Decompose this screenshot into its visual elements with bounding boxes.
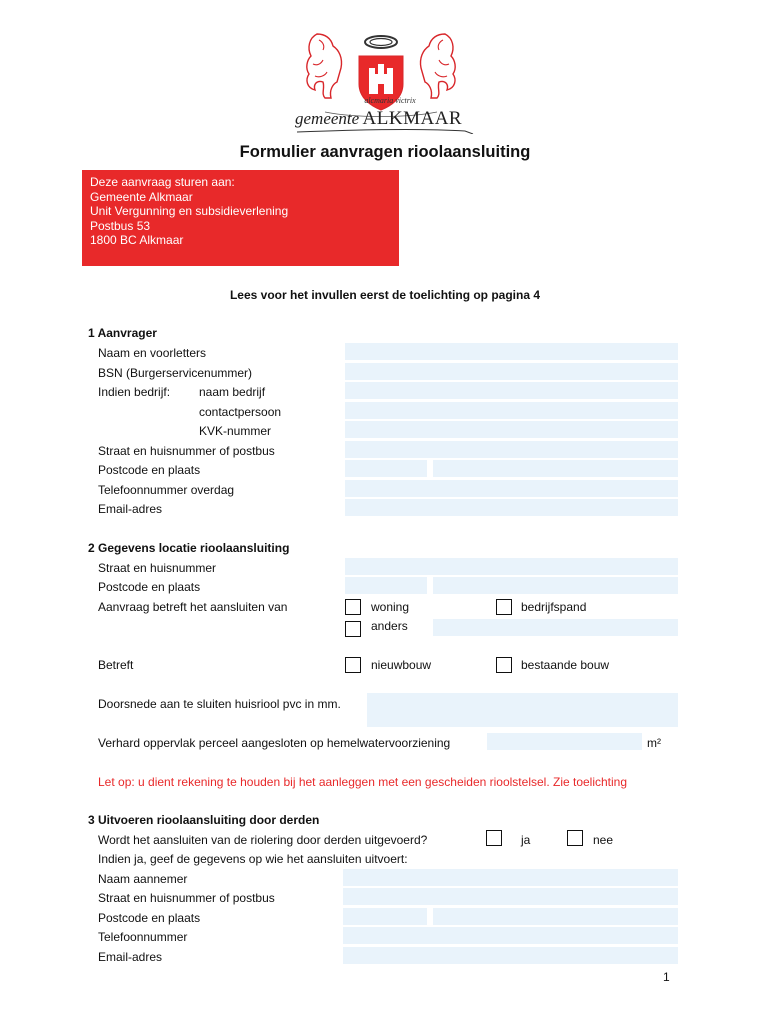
section-1-heading: 1 Aanvrager — [88, 326, 157, 340]
city-field[interactable] — [433, 460, 678, 477]
contractor-phone-label: Telefoonnummer — [98, 930, 188, 944]
contractor-street-field[interactable] — [343, 888, 678, 905]
email-label: Email-adres — [98, 502, 163, 516]
woning-label: woning — [371, 600, 410, 614]
page-title: Formulier aanvragen rioolaansluiting — [239, 143, 531, 161]
contractor-label: Naam aannemer — [98, 872, 188, 886]
name-field[interactable] — [345, 343, 678, 360]
location-street-field[interactable] — [345, 558, 678, 575]
diameter-label: Doorsnede aan te sluiten huisriool pvc in mm. — [98, 697, 341, 711]
nieuwbouw-checkbox[interactable] — [345, 657, 361, 673]
logo-prefix: gemeente — [295, 109, 360, 128]
logo-motto: alcmaria victrix — [364, 96, 416, 105]
section-3-heading: 3 Uitvoeren rioolaansluiting door derden — [88, 813, 320, 827]
address-line: Unit Vergunning en subsidieverlening — [90, 204, 289, 219]
sewer-note: Let op: u dient rekening te houden bij het aanleggen met een gescheiden rioolstelsel. Zie toelichting — [98, 775, 628, 789]
kvk-label: KVK-nummer — [199, 424, 272, 438]
nee-label: nee — [593, 833, 614, 847]
street-label: Straat en huisnummer of postbus — [98, 444, 275, 458]
contractor-email-field[interactable] — [343, 947, 678, 964]
address-line: Postbus 53 — [90, 218, 151, 233]
address-line: Deze aanvraag sturen aan: — [90, 175, 235, 189]
contractor-city-field[interactable] — [433, 908, 678, 925]
street-field[interactable] — [345, 441, 678, 458]
postcode-label: Postcode en plaats — [98, 463, 201, 477]
contractor-postcode-label: Postcode en plaats — [98, 911, 201, 925]
contractor-phone-field[interactable] — [343, 927, 678, 944]
bedrijfspand-label: bedrijfspand — [521, 600, 587, 614]
diameter-field[interactable] — [367, 693, 678, 727]
anders-field[interactable] — [433, 619, 678, 636]
bsn-field[interactable] — [345, 363, 678, 380]
email-field[interactable] — [345, 499, 678, 516]
contact-label: contactpersoon — [199, 405, 282, 419]
kvk-field[interactable] — [345, 421, 678, 438]
logo-name: ALKMAAR — [362, 108, 463, 129]
postcode-field[interactable] — [345, 460, 427, 477]
request-label: Aanvraag betreft het aansluiten van — [98, 600, 288, 614]
bestaande-bouw-checkbox[interactable] — [496, 657, 512, 673]
section-2-heading: 2 Gegevens locatie rioolaansluiting — [88, 541, 290, 555]
contractor-email-label: Email-adres — [98, 950, 163, 964]
anders-label: anders — [371, 619, 408, 633]
area-label: Verhard oppervlak perceel aangesloten op hemelwatervoorziening — [98, 736, 451, 750]
bestaande-bouw-label: bestaande bouw — [521, 658, 610, 672]
contractor-street-label: Straat en huisnummer of postbus — [98, 891, 275, 905]
area-unit: m² — [647, 736, 661, 750]
municipality-logo — [295, 28, 485, 134]
company-prefix-label: Indien bedrijf: — [98, 385, 171, 399]
bedrijfspand-checkbox[interactable] — [496, 599, 512, 615]
name-label: Naam en voorletters — [98, 346, 207, 360]
details-label: Indien ja, geef de gegevens op wie het aansluiten uitvoert: — [98, 852, 408, 866]
third-party-question: Wordt het aansluiten van de riolering door derden uitgevoerd? — [98, 833, 428, 847]
location-street-label: Straat en huisnummer — [98, 561, 217, 575]
phone-label: Telefoonnummer overdag — [98, 483, 235, 497]
bsn-label: BSN (Burgerservicenummer) — [98, 366, 253, 380]
nee-checkbox[interactable] — [567, 830, 583, 846]
ja-label: ja — [521, 833, 531, 847]
contractor-field[interactable] — [343, 869, 678, 886]
company-name-field[interactable] — [345, 382, 678, 399]
phone-field[interactable] — [345, 480, 678, 497]
company-name-label: naam bedrijf — [199, 385, 266, 399]
page-number: 1 — [663, 970, 670, 984]
ja-checkbox[interactable] — [486, 830, 502, 846]
nieuwbouw-label: nieuwbouw — [371, 658, 432, 672]
woning-checkbox[interactable] — [345, 599, 361, 615]
location-city-field[interactable] — [433, 577, 678, 594]
contractor-postcode-field[interactable] — [343, 908, 427, 925]
location-postcode-label: Postcode en plaats — [98, 580, 201, 594]
area-field[interactable] — [487, 733, 642, 750]
instruction-text: Lees voor het invullen eerst de toelichting op pagina 4 — [229, 288, 541, 302]
concerns-label: Betreft — [98, 658, 134, 672]
location-postcode-field[interactable] — [345, 577, 427, 594]
address-box — [82, 170, 399, 266]
address-line: Gemeente Alkmaar — [90, 189, 193, 204]
contact-field[interactable] — [345, 402, 678, 419]
anders-checkbox[interactable] — [345, 621, 361, 637]
address-line: 1800 BC Alkmaar — [90, 233, 184, 248]
logo-wordmark — [295, 108, 485, 130]
